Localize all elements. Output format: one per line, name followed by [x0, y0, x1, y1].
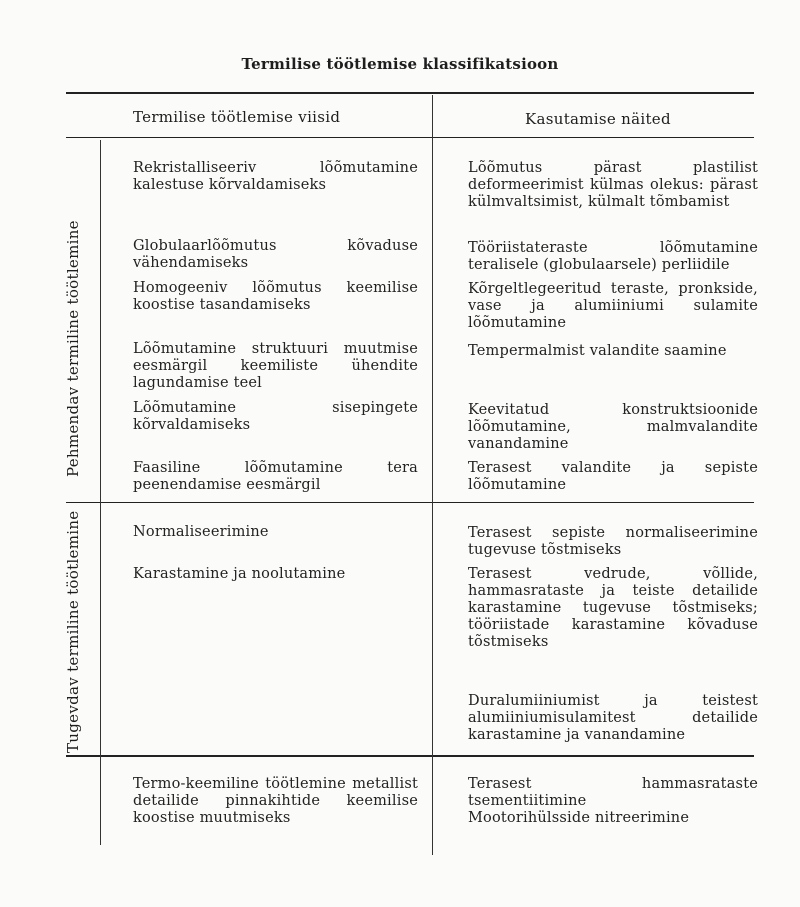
example-cell: Terasest sepiste normaliseerimine tugevuse tõstmiseks [468, 525, 758, 558]
example-cell: Tööriistateraste lõõmutamine teralisele (globulaarsele) perliidile [468, 240, 758, 273]
method-cell: Karastamine ja noolutamine [133, 566, 346, 582]
example-cell: Duralumiiniumist ja teistest alumiiniumisulamitest detailide karastamine ja vanandamine [468, 693, 758, 743]
example-cell: Tempermalmist valandite saamine [468, 343, 727, 359]
label-column-divider [100, 140, 101, 845]
method-cell: Termo-keemiline töötlemine metallist detailide pinnakihtide keemilise koostise muutmiseks [133, 776, 418, 826]
header-methods: Termilise töötlemise viisid [133, 108, 341, 126]
header-rule [66, 137, 754, 138]
top-rule [66, 92, 754, 94]
method-cell: Faasiline lõõmutamine tera peenendamise eesmärgil [133, 460, 418, 493]
column-divider [432, 95, 433, 855]
method-cell: Normaliseerimine [133, 524, 269, 540]
example-cell: Terasest valandite ja sepiste lõõmutamine [468, 460, 758, 493]
group-divider-1 [66, 502, 754, 503]
example-cell: Keevitatud konstruktsioonide lõõmutamine, malmvalandite vanandamine [468, 402, 758, 452]
group-label-hardening: Tugevdav termiline töötlemine [64, 510, 82, 753]
method-cell: Lõõmutamine struktuuri muutmise eesmärgil keemiliste ühendite lagundamise teel [133, 341, 418, 391]
example-cell: Lõõmutus pärast plastilist deformeerimist külmas olekus: pärast külmvaltsimist, külmalt tõmbamist [468, 160, 758, 210]
example-cell: Terasest vedrude, võllide, hammasrataste ja teiste detailide karastamine tugevuse tõstmiseks; tööriistade karastamine kõvaduse tõstmiseks [468, 566, 758, 650]
group-label-softening: Pehmendav termiline töötlemine [64, 220, 82, 477]
table-title: Termilise töötlemise klassifikatsioon [241, 55, 559, 73]
method-cell: Globulaarlõõmutus kõvaduse vähendamiseks [133, 238, 418, 271]
header-examples: Kasutamise näited [525, 110, 671, 128]
method-cell: Lõõmutamine sisepingete kõrvaldamiseks [133, 400, 418, 433]
method-cell: Homogeeniv lõõmutus keemilise koostise tasandamiseks [133, 280, 418, 313]
example-cell: Mootorihülsside nitreerimine [468, 810, 690, 826]
group-divider-2 [66, 755, 754, 757]
example-cell: Terasest hammasrataste tsementiitimine [468, 776, 758, 809]
example-cell: Kõrgeltlegeeritud teraste, pronkside, vase ja alumiiniumi sulamite lõõmutamine [468, 281, 758, 331]
method-cell: Rekristalliseeriv lõõmutamine kalestuse kõrvaldamiseks [133, 160, 418, 193]
